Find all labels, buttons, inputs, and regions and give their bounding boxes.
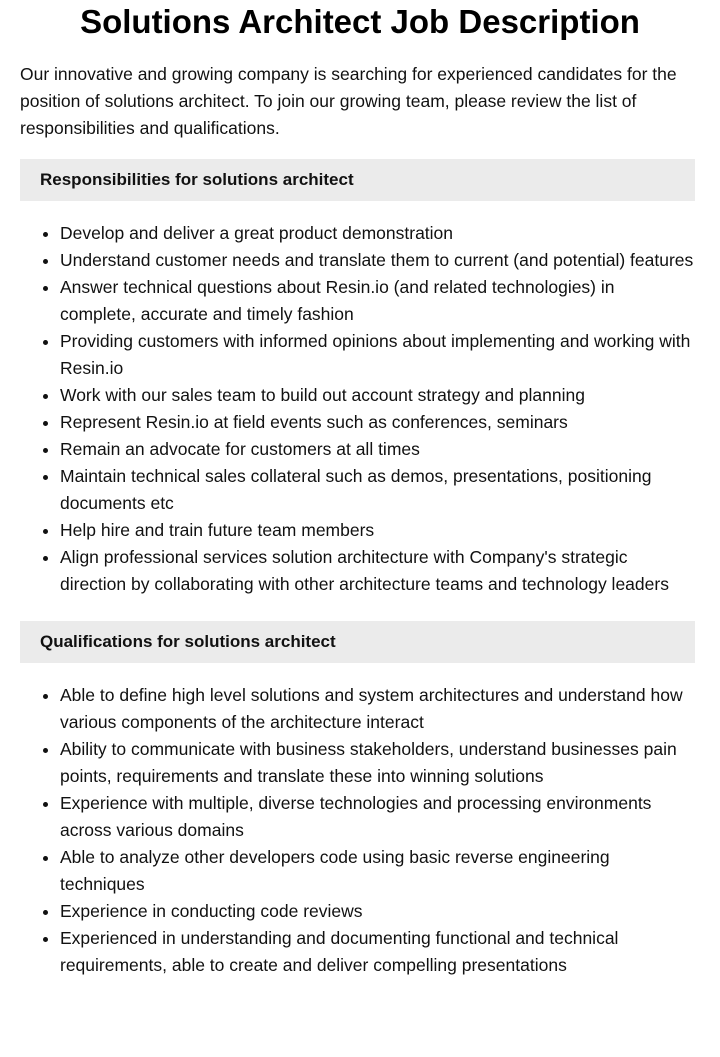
list-item: • Able to analyze other developers code using basic reverse engineering techniques — [60, 844, 695, 898]
intro-paragraph: Our innovative and growing company is searching for experienced candidates for the position of solutions architect. To join our growing team, please review the list of responsibilities and qualifications. — [20, 64, 677, 138]
page-title: Solutions Architect Job Description — [80, 3, 640, 40]
list-item: • Providing customers with informed opinions about implementing and working with Resin.io — [60, 328, 695, 382]
list-item: • Maintain technical sales collateral such as demos, presentations, positioning documents etc — [60, 463, 695, 517]
list-item: • Work with our sales team to build out account strategy and planning — [60, 382, 695, 409]
list-item: • Answer technical questions about Resin.io (and related technologies) in complete, accurate and timely fashion — [60, 274, 695, 328]
list-item: • Experience with multiple, diverse technologies and processing environments across various domains — [60, 790, 695, 844]
list-item: • Understand customer needs and translate them to current (and potential) features — [60, 247, 695, 274]
responsibilities-list — [20, 220, 695, 598]
list-item: • Remain an advocate for customers at all times — [60, 436, 695, 463]
qualifications-list — [20, 682, 695, 979]
qualifications-heading: Qualifications for solutions architect — [20, 621, 695, 663]
list-item: • Experienced in understanding and documenting functional and technical requirements, able to create and deliver compelling presentations — [60, 925, 695, 979]
list-item: • Develop and deliver a great product demonstration — [60, 220, 695, 247]
responsibilities-heading: Responsibilities for solutions architect — [20, 159, 695, 201]
list-item: • Experience in conducting code reviews — [60, 898, 695, 925]
list-item: • Able to define high level solutions and system architectures and understand how various components of the architecture interact — [60, 682, 695, 736]
list-item: • Ability to communicate with business stakeholders, understand businesses pain points, requirements and translate these into winning solutions — [60, 736, 695, 790]
list-item: • Represent Resin.io at field events such as conferences, seminars — [60, 409, 695, 436]
list-item: • Align professional services solution architecture with Company's strategic direction by collaborating with other architecture teams and technology leaders — [60, 544, 695, 598]
list-item: • Help hire and train future team members — [60, 517, 695, 544]
